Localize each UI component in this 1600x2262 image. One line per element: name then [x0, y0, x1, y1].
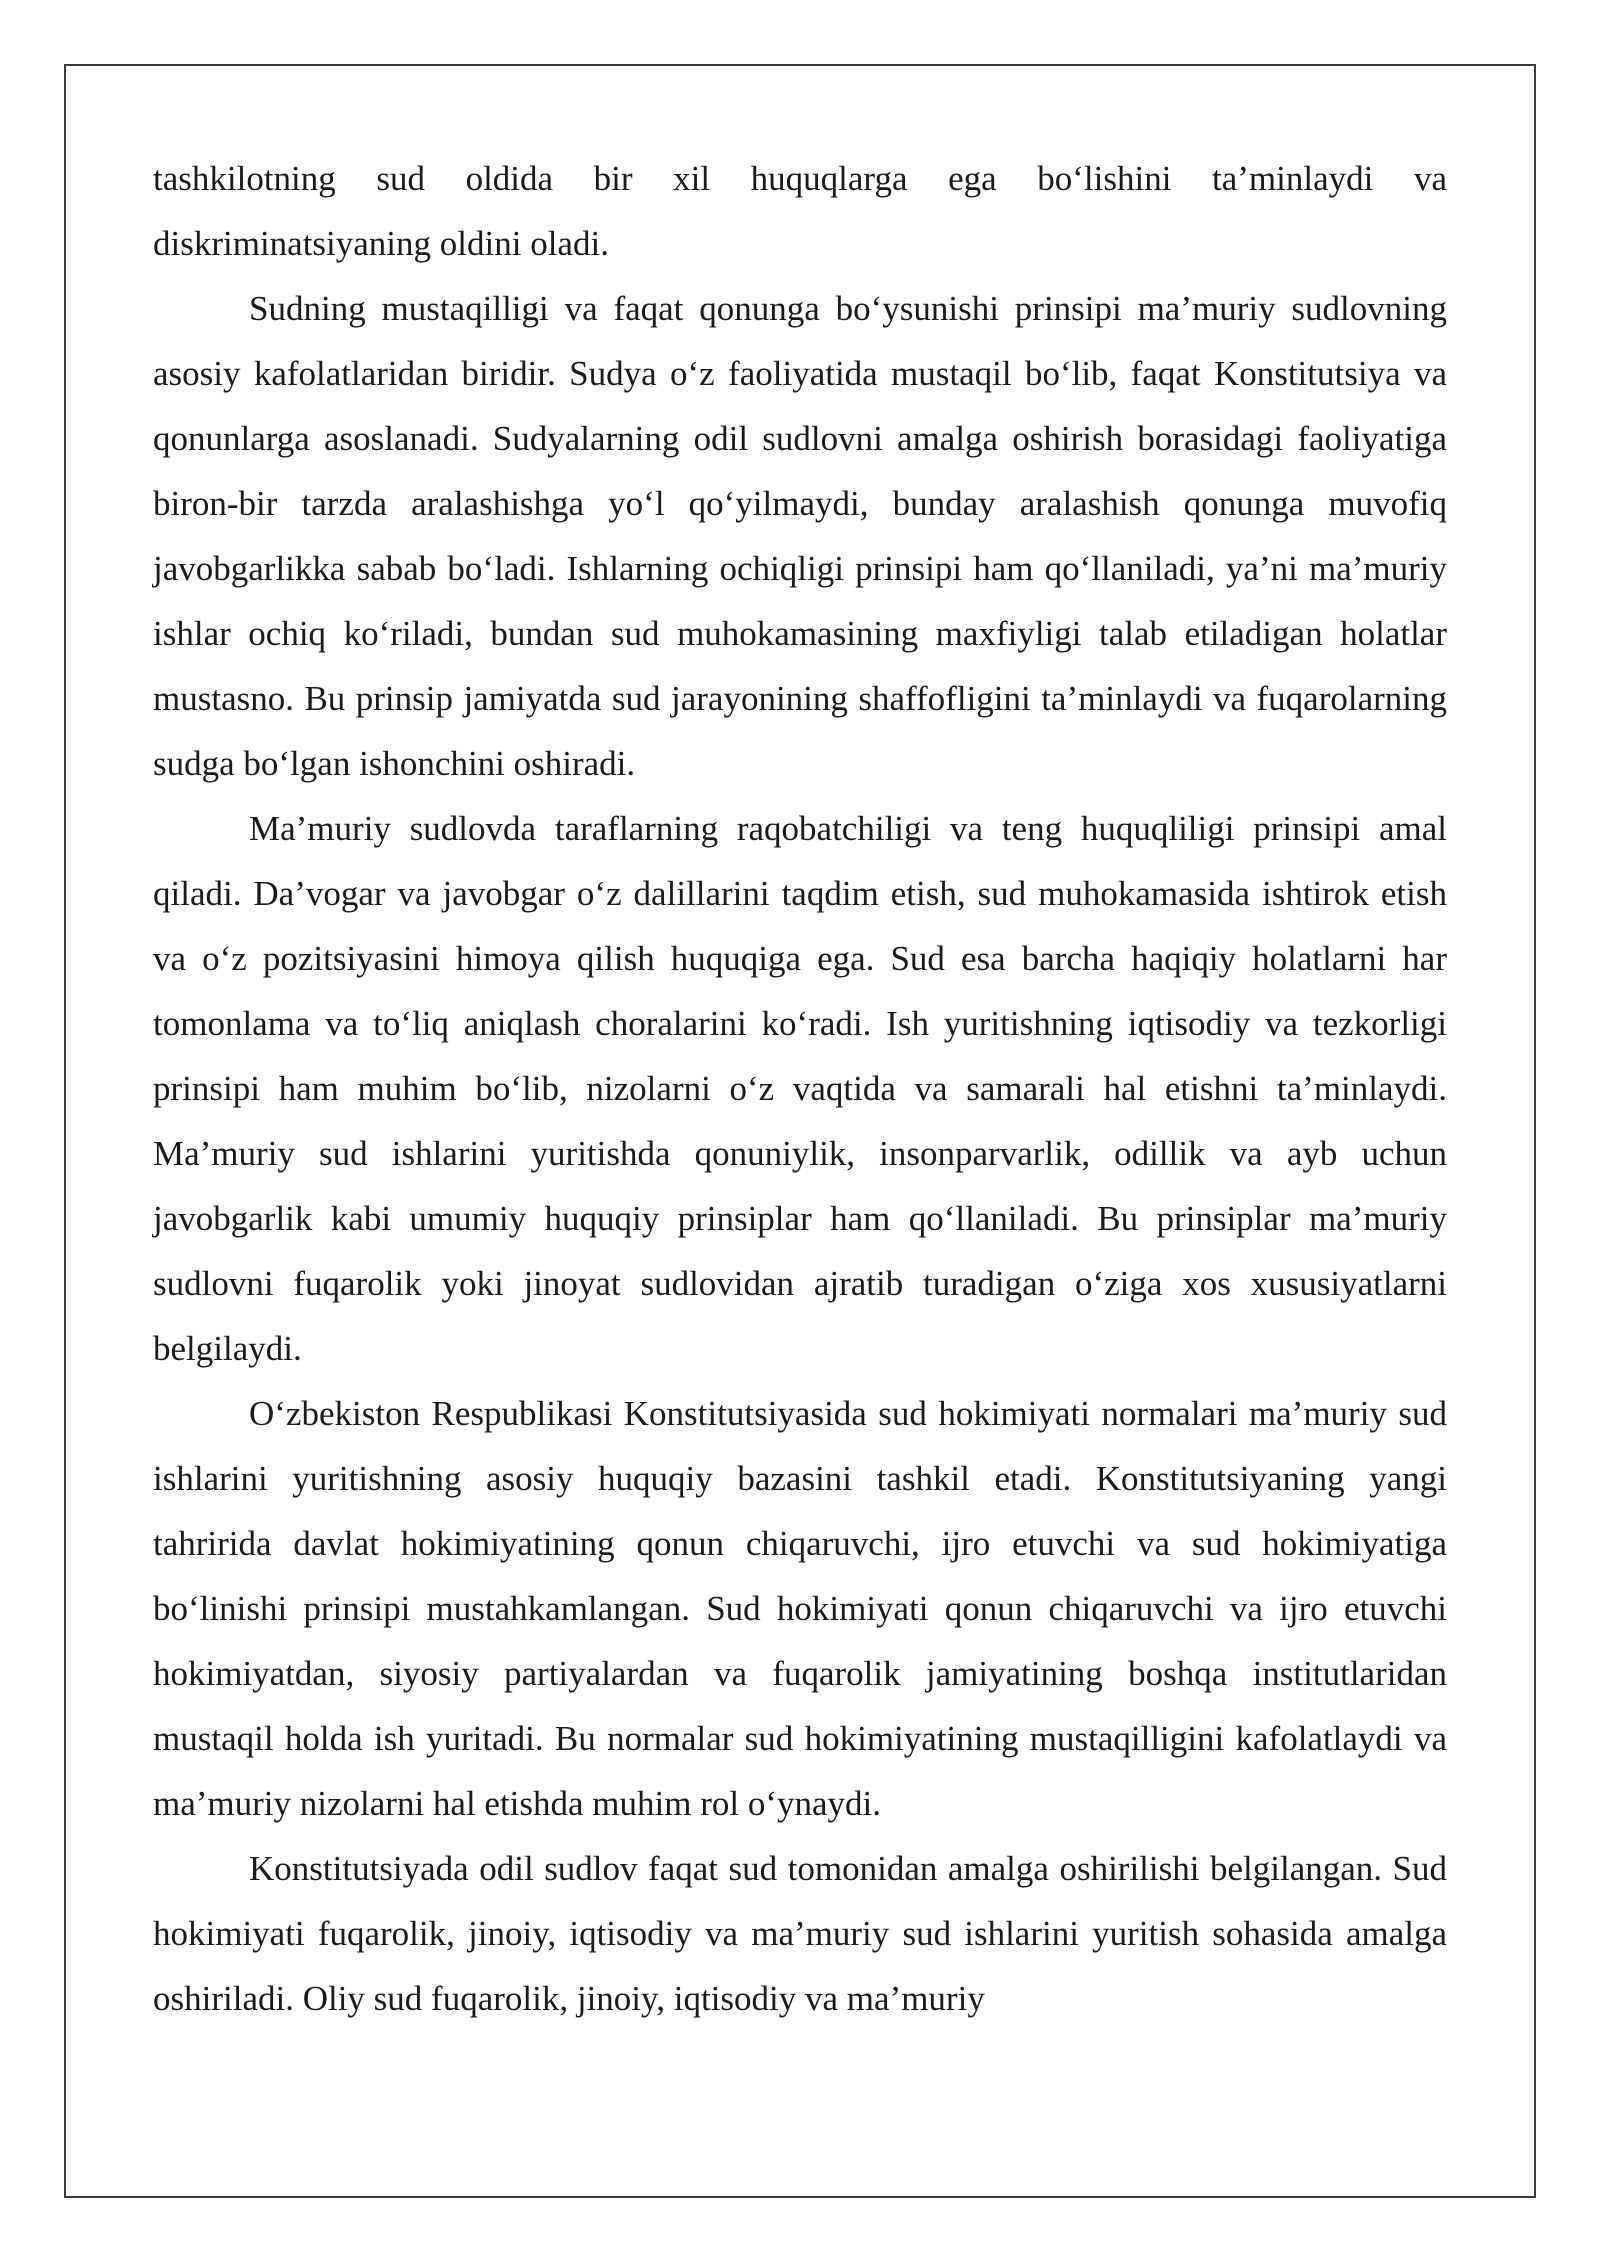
document-body: [153, 146, 1447, 2031]
paragraph-continued: tashkilotning sud oldida bir xil huquqlarga ega bo‘lishini ta’minlaydi va diskriminatsiyaning oldini oladi.: [153, 159, 1447, 263]
paragraph-justice-by-court: Konstitutsiyada odil sudlov faqat sud tomonidan amalga oshirilishi belgilangan. Sud hokimiyati fuqarolik, jinoiy, iqtisodiy va ma’muriy sud ishlarini yuritish sohasida amalga oshiriladi. Oliy sud fuqarolik, jinoiy, iqtisodiy va ma’muriy: [153, 1849, 1447, 2018]
paragraph-adversarial-principle: Ma’muriy sudlovda taraflarning raqobatchiligi va teng huquqliligi prinsipi amal qiladi. Da’vogar va javobgar o‘z dalillarini taqdim etish, sud muhokamasida ishtirok etish va o‘z pozitsiyasini himoya qilish huquqiga ega. Sud esa barcha haqiqiy holatlarni har tomonlama va to‘liq aniqlash choralarini ko‘radi. Ish yuritishning iqtisodiy va tezkorligi prinsipi ham muhim bo‘lib, nizolarni o‘z vaqtida va samarali hal etishni ta’minlaydi. Ma’muriy sud ishlarini yuritishda qonuniylik, insonparvarlik, odillik va ayb uchun javobgarlik kabi umumiy huquqiy prinsiplar ham qo‘llaniladi. Bu prinsiplar ma’muriy sudlovni fuqarolik yoki jinoyat sudlovidan ajratib turadigan o‘ziga xos xususiyatlarni belgilaydi.: [153, 809, 1447, 1368]
paragraph-court-independence: Sudning mustaqilligi va faqat qonunga bo‘ysunishi prinsipi ma’muriy sudlovning asosiy kafolatlaridan biridir. Sudya o‘z faoliyatida mustaqil bo‘lib, faqat Konstitutsiya va qonunlarga asoslanadi. Sudyalarning odil sudlovni amalga oshirish borasidagi faoliyatiga biron-bir tarzda aralashishga yo‘l qo‘yilmaydi, bunday aralashish qonunga muvofiq javobgarlikka sabab bo‘ladi. Ishlarning ochiqligi prinsipi ham qo‘llaniladi, ya’ni ma’muriy ishlar ochiq ko‘riladi, bundan sud muhokamasining maxfiyligi talab etiladigan holatlar mustasno. Bu prinsip jamiyatda sud jarayonining shaffofligini ta’minlaydi va fuqarolarning sudga bo‘lgan ishonchini oshiradi.: [153, 289, 1447, 783]
paragraph-constitution-norms: O‘zbekiston Respublikasi Konstitutsiyasida sud hokimiyati normalari ma’muriy sud ishlarini yuritishning asosiy huquqiy bazasini tashkil etadi. Konstitutsiyaning yangi tahririda davlat hokimiyatining qonun chiqaruvchi, ijro etuvchi va sud hokimiyatiga bo‘linishi prinsipi mustahkamlangan. Sud hokimiyati qonun chiqaruvchi va ijro etuvchi hokimiyatdan, siyosiy partiyalardan va fuqarolik jamiyatining boshqa institutlaridan mustaqil holda ish yuritadi. Bu normalar sud hokimiyatining mustaqilligini kafolatlaydi va ma’muriy nizolarni hal etishda muhim rol o‘ynaydi.: [153, 1394, 1447, 1823]
